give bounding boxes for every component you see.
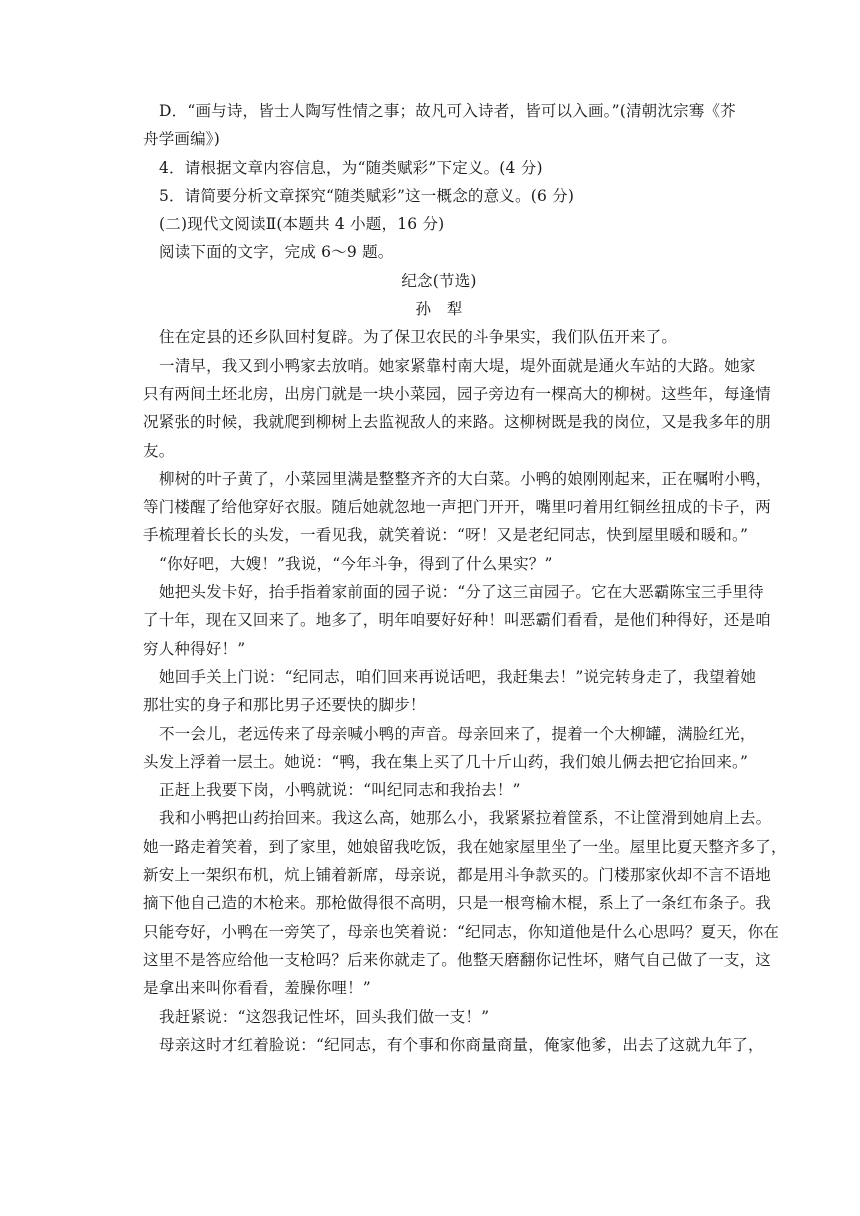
article-line: 况紧张的时候，我就爬到柳树上去监视敌人的来路。这柳树既是我的岗位，又是我多年的朋 bbox=[143, 413, 772, 432]
question-5: 5．请简要分析文章探究“随类赋彩”这一概念的意义。(6 分) bbox=[159, 186, 575, 205]
article-line: 我赶紧说：“这怨我记性坏，回头我们做一支！” bbox=[159, 1007, 490, 1026]
article-line: “你好吧，大嫂！”我说，“今年斗争，得到了什么果实？” bbox=[159, 554, 553, 573]
document-body bbox=[143, 97, 787, 1059]
article-line: 穷人种得好！” bbox=[143, 639, 246, 658]
article-line: 那壮实的身子和那比男子还要快的脚步！ bbox=[143, 696, 426, 715]
question-4: 4．请根据文章内容信息，为“随类赋彩”下定义。(4 分) bbox=[159, 158, 543, 177]
article-line: 是拿出来叫你看看，羞臊你哩！” bbox=[143, 979, 371, 998]
article-line: 只有两间土坯北房，出房门就是一块小菜园，园子旁边有一棵高大的柳树。这些年，每逢情 bbox=[143, 384, 772, 403]
option-d-line-1: D．“画与诗，皆士人陶写性情之事；故凡可入诗者，皆可以入画。”(清朝沈宗骞《芥 bbox=[159, 102, 736, 120]
article-line: 摘下他自己造的木枪来。那枪做得很不高明，只是一根弯榆木棍，系上了一条红布条子。我 bbox=[143, 894, 772, 913]
article-line: 她回手关上门说：“纪同志，咱们回来再说话吧，我赶集去！”说完转身走了，我望着她 bbox=[159, 667, 757, 686]
section-heading: (二)现代文阅读Ⅱ(本题共 4 小题，16 分) bbox=[159, 215, 445, 234]
article-line: 这里不是答应给他一支枪吗？后来你就走了。他整天磨翻你记性坏，赌气自己做了一支，这 bbox=[143, 950, 772, 969]
article-line: 住在定县的还乡队回村复辟。为了保卫农民的斗争果实，我们队伍开来了。 bbox=[159, 328, 678, 347]
article-line: 她把头发卡好，抬手指着家前面的园子说：“分了这三亩园子。它在大恶霸陈宝三手里待 bbox=[159, 583, 764, 602]
article-line: 等门楼醒了给他穿好衣服。随后她就忽地一声把门开开，嘴里叼着用红铜丝扭成的卡子，两 bbox=[143, 498, 772, 517]
article-line: 新安上一架织布机，炕上铺着新席，母亲说，都是用斗争款买的。门楼那家伙却不言不语地 bbox=[143, 866, 772, 885]
section-instruction: 阅读下面的文字，完成 6～9 题。 bbox=[159, 243, 394, 262]
article-line: 友。 bbox=[143, 441, 175, 460]
article-line: 只能夸好，小鸭在一旁笑了，母亲也笑着说：“纪同志，你知道他是什么心思吗？夏天，你在 bbox=[143, 922, 780, 941]
article-line: 柳树的叶子黄了，小菜园里满是整整齐齐的大白菜。小鸭的娘刚刚起来，正在嘱咐小鸭， bbox=[159, 469, 772, 488]
article-author: 孙 犁 bbox=[415, 300, 463, 319]
article-line: 头发上浮着一层土。她说：“鸭，我在集上买了几十斤山药，我们娘儿俩去把它抬回来。” bbox=[143, 752, 749, 771]
article-line: 正赶上我要下岗，小鸭就说：“叫纪同志和我抬去！” bbox=[159, 781, 521, 800]
article-line: 一清早，我又到小鸭家去放哨。她家紧靠村南大堤，堤外面就是通火车站的大路。她家 bbox=[159, 356, 756, 375]
article-title: 纪念(节选) bbox=[401, 271, 477, 290]
article-line: 母亲这时才红着脸说：“纪同志，有个事和你商量商量，俺家他爹，出去了这就九年了， bbox=[159, 1035, 764, 1054]
article-line: 我和小鸭把山药抬回来。我这么高，她那么小，我紧紧拉着筐系，不让筐滑到她肩上去。 bbox=[159, 809, 772, 828]
article-line: 手梳理着长长的头发，一看见我，就笑着说：“呀！又是老纪同志，快到屋里暖和暖和。” bbox=[143, 526, 749, 545]
option-d-line-2: 舟学画编》) bbox=[143, 130, 220, 149]
article-line: 她一路走着笑着，到了家里，她娘留我吃饭，我在她家屋里坐了一坐。屋里比夏天整齐多了， bbox=[143, 837, 787, 856]
article-line: 了十年，现在又回来了。地多了，明年咱要好好种！叫恶霸们看看，是他们种得好，还是咱 bbox=[143, 611, 772, 630]
article-line: 不一会儿，老远传来了母亲喊小鸭的声音。母亲回来了，提着一个大柳罐，满脸红光， bbox=[159, 724, 756, 743]
